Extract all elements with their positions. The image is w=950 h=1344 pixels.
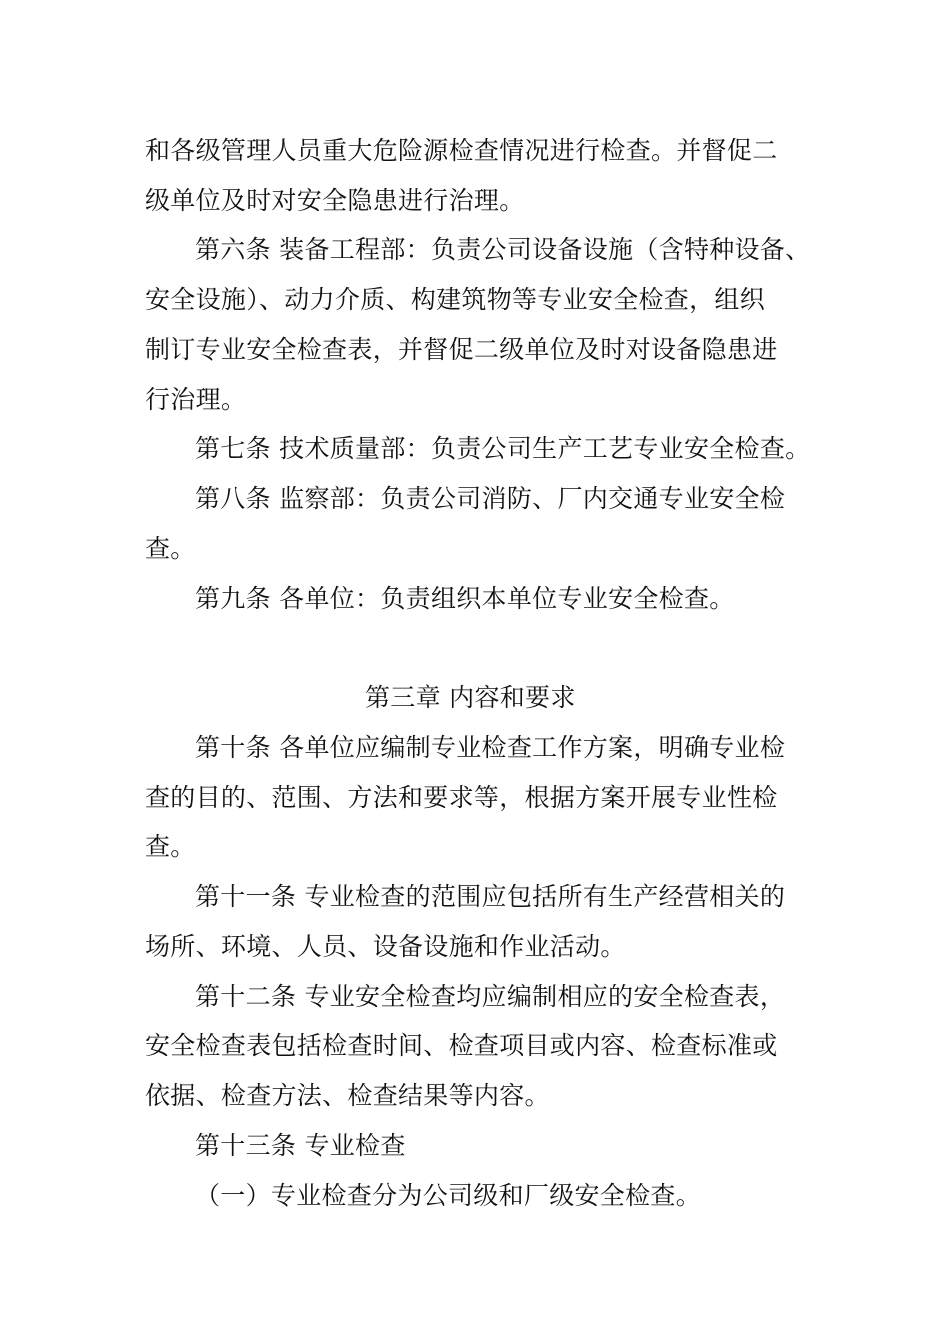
article-12-line: 第十二条 专业安全检查均应编制相应的安全检查表， <box>195 982 786 1011</box>
text-line: 级单位及时对安全隐患进行治理。 <box>145 186 525 215</box>
chapter-3-title: 第三章 内容和要求 <box>365 683 576 712</box>
article-7-line: 第七条 技术质量部：负责公司生产工艺专业安全检查。 <box>195 434 811 463</box>
text-line: 查的目的、范围、方法和要求等，根据方案开展专业性检 <box>145 783 778 812</box>
text-line: 场所、环境、人员、设备设施和作业活动。 <box>145 932 626 961</box>
text-line: 安全设施）、动力介质、构建筑物等专业安全检查，组织 <box>145 285 766 314</box>
text-line: 制订专业安全检查表，并督促二级单位及时对设备隐患进 <box>145 335 778 364</box>
text-line: 依据、检查方法、检查结果等内容。 <box>145 1081 550 1110</box>
text-line: 查。 <box>145 534 196 563</box>
list-item-1-line: （一）专业检查分为公司级和厂级安全检查。 <box>195 1181 702 1210</box>
text-line: 和各级管理人员重大危险源检查情况进行检查。并督促二 <box>145 136 778 165</box>
article-9-line: 第九条 各单位：负责组织本单位专业安全检查。 <box>195 584 735 613</box>
article-11-line: 第十一条 专业检查的范围应包括所有生产经营相关的 <box>195 882 786 911</box>
article-10-line: 第十条 各单位应编制专业检查工作方案，明确专业检 <box>195 733 786 762</box>
text-line: 查。 <box>145 832 196 861</box>
text-line: 行治理。 <box>145 385 247 414</box>
article-6-heading-line: 第六条 装备工程部：负责公司设备设施（含特种设备、 <box>195 235 811 264</box>
article-13-line: 第十三条 专业检查 <box>195 1131 406 1160</box>
article-8-line: 第八条 监察部：负责公司消防、厂内交通专业安全检 <box>195 484 786 513</box>
text-line: 安全检查表包括检查时间、检查项目或内容、检查标准或 <box>145 1031 778 1060</box>
